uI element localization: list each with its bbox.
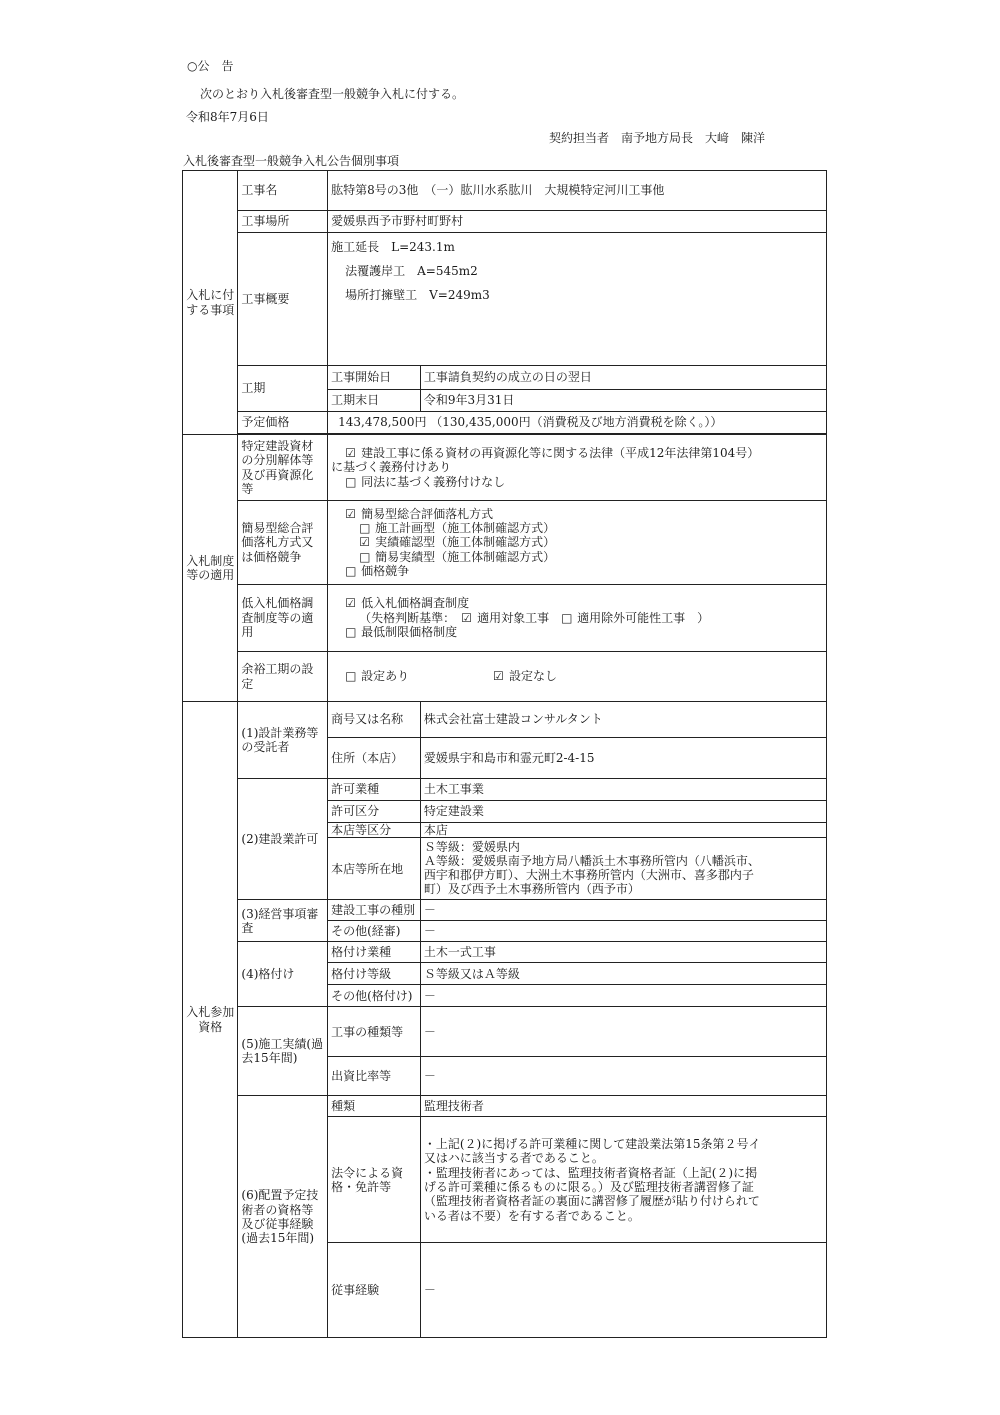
label-construction-license: (2)建設業許可 [238,779,328,900]
label-engineer-license: 法令による資格・免許等 [328,1117,421,1243]
notice-date: 令和8年7月6日 [186,110,269,124]
section-bid-system: 入札制度等の適用 [183,435,238,702]
engineer-license-line: 又はハに該当する者であること。 [423,1151,604,1166]
label-office-location: 本店等所在地 [328,838,421,900]
value-license-class: 特定建設業 [420,801,826,823]
label-rating: (4)格付け [238,942,328,1007]
low-text: 適用除外可能性工事 ） [577,610,710,625]
label-license-class: 許可区分 [328,801,421,823]
label-assigned-engineer: (6)配置予定技術者の資格等及び従事経験(過去15年間) [238,1096,328,1338]
label-start-date: 工事開始日 [328,366,421,390]
value-investment-ratio: － [420,1057,826,1096]
label-mgmt-other: その他(経審) [328,921,421,942]
office-loc-line: Ｓ等級：愛媛県内 [423,840,520,855]
value-work-overview [328,233,827,366]
value-office-class: 本店 [420,823,826,838]
low-text: 最低制限価格制度 [361,625,458,640]
section-qualification: 入札参加資格 [183,702,238,1338]
spare-text: 設定なし [508,669,557,684]
label-spare-period: 余裕工期の設定 [238,652,328,702]
label-end-date: 工期末日 [328,390,421,412]
label-license-type: 許可業種 [328,779,421,801]
value-engineer-license [420,1117,826,1243]
label-work-kind: 建設工事の種別 [328,900,421,921]
label-trade-name: 商号又は名称 [328,702,421,738]
eval-text: 価格競争 [361,564,410,579]
eval-text: 施工計画型（施工体制確認方式） [375,520,556,535]
low-text: 適用対象工事 [477,610,550,625]
office-loc-line: 町）及び西予土木事務所管内（西予市） [423,881,640,896]
label-rating-other: その他(格付け) [328,985,421,1007]
label-work-place: 工事場所 [238,211,328,233]
value-low-price [328,585,827,652]
checkbox-checked-icon: ☑ [461,610,472,625]
checkbox-unchecked-icon: □ [359,520,371,535]
notice-intro: 次のとおり入札後審査型一般競争入札に付する。 [200,87,465,101]
label-design-contractor: (1)設計業務等の受託者 [238,702,328,779]
label-work-overview: 工事概要 [238,233,328,366]
value-spare-period [328,652,827,702]
value-engineer-type: 監理技術者 [420,1096,826,1117]
label-business-review: (3)経営事項審査 [238,900,328,942]
value-work-kind: － [420,900,826,921]
overview-line: 法覆護岸工 A=545m2 [345,264,478,278]
label-period: 工期 [238,366,328,412]
label-construction-record: (5)施工実績(過去15年間) [238,1007,328,1096]
notice-table [182,170,827,1338]
section-bid-items: 入札に付する事項 [183,171,238,435]
eval-text: 実績確認型（施工体制確認方式） [375,535,556,550]
checkbox-checked-icon: ☑ [345,596,356,611]
checkbox-checked-icon: ☑ [492,669,504,684]
checkbox-checked-icon: ☑ [345,506,356,521]
office-loc-line: 西宇和郡伊方町）、大洲土木事務所管内（大洲市、喜多郡内子 [423,867,754,882]
label-office-class: 本店等区分 [328,823,421,838]
label-planned-price: 予定価格 [238,412,328,434]
recycle-text: 同法に基づく義務付けなし [361,474,506,489]
value-office-location [420,838,826,900]
label-engineer-type: 種類 [328,1096,421,1117]
contract-officer: 契約担当者 南予地方局長 大﨑 陳洋 [549,131,766,145]
recycle-text: に基づく義務付けあり [331,460,452,475]
value-work-place: 愛媛県西予市野村町野村 [328,211,827,233]
label-recycling: 特定建設資材の分別解体等及び再資源化等 [238,435,328,501]
label-low-price: 低入札価格調査制度等の適用 [238,585,328,652]
recycle-text: 建設工事に係る資材の再資源化等に関する法律（平成12年法律第104号） [361,445,760,460]
checkbox-unchecked-icon: □ [345,474,357,489]
value-trade-name: 株式会社富士建設コンサルタント [420,702,826,738]
value-end-date: 令和9年3月31日 [420,390,826,412]
value-engineer-experience: － [420,1243,826,1338]
engineer-license-line: いる者は不要）を有する者であること。 [423,1208,640,1223]
value-planned-price: 143,478,500円 （130,435,000円（消費税及び地方消費税を除く。）） [328,412,827,434]
checkbox-unchecked-icon: □ [345,625,357,640]
value-evaluation [328,501,827,585]
label-rating-grade: 格付け等級 [328,963,421,985]
low-text: （失格判断基準： [359,610,450,625]
table-caption: 入札後審査型一般競争入札公告個別事項 [183,154,400,168]
label-rating-type: 格付け業種 [328,942,421,963]
eval-text: 簡易型総合評価落札方式 [361,506,494,521]
label-investment-ratio: 出資比率等 [328,1057,421,1096]
label-work-name: 工事名 [238,171,328,211]
engineer-license-line: ・上記(２)に掲げる許可業種に関して建設業法第15条第２号イ [423,1136,761,1151]
value-address: 愛媛県宇和島市和霊元町2-4-15 [420,738,826,779]
value-license-type: 土木工事業 [420,779,826,801]
value-start-date: 工事請負契約の成立の日の翌日 [420,366,826,390]
label-evaluation: 簡易型総合評価落札方式又は価格競争 [238,501,328,585]
label-engineer-experience: 従事経験 [328,1243,421,1338]
checkbox-unchecked-icon: □ [359,549,371,564]
checkbox-unchecked-icon: □ [345,669,357,684]
overview-line: 場所打擁壁工 V=249m3 [345,288,490,302]
label-record-kind: 工事の種類等 [328,1007,421,1057]
value-work-name: 肱特第8号の3他 （一）肱川水系肱川 大規模特定河川工事他 [328,171,827,211]
checkbox-checked-icon: ☑ [345,445,356,460]
checkbox-checked-icon: ☑ [359,535,370,550]
value-mgmt-other: － [420,921,826,942]
checkbox-unchecked-icon: □ [345,564,357,579]
eval-text: 簡易実績型（施工体制確認方式） [375,549,556,564]
value-rating-other: － [420,985,826,1007]
checkbox-unchecked-icon: □ [561,610,573,625]
spare-text: 設定あり [361,669,410,684]
overview-line: 施工延長 L=243.1m [331,240,455,254]
engineer-license-line: ・監理技術者にあっては、監理技術者資格者証（上記(２)に掲 [423,1165,758,1180]
low-text: 低入札価格調査制度 [361,596,470,611]
engineer-license-line: （監理技術者資格者証の裏面に講習修了履歴が貼り付けられて [423,1194,760,1209]
office-loc-line: Ａ等級：愛媛県南予地方局八幡浜土木事務所管内（八幡浜市、 [423,854,760,869]
label-address: 住所（本店） [328,738,421,779]
value-rating-type: 土木一式工事 [420,942,826,963]
value-rating-grade: Ｓ等級又はＡ等級 [420,963,826,985]
value-record-kind: － [420,1007,826,1057]
engineer-license-line: げる許可業種に係るものに限る。）及び監理技術者講習修了証 [423,1179,754,1194]
value-recycling [328,435,827,501]
notice-title: ○公 告 [187,59,234,73]
